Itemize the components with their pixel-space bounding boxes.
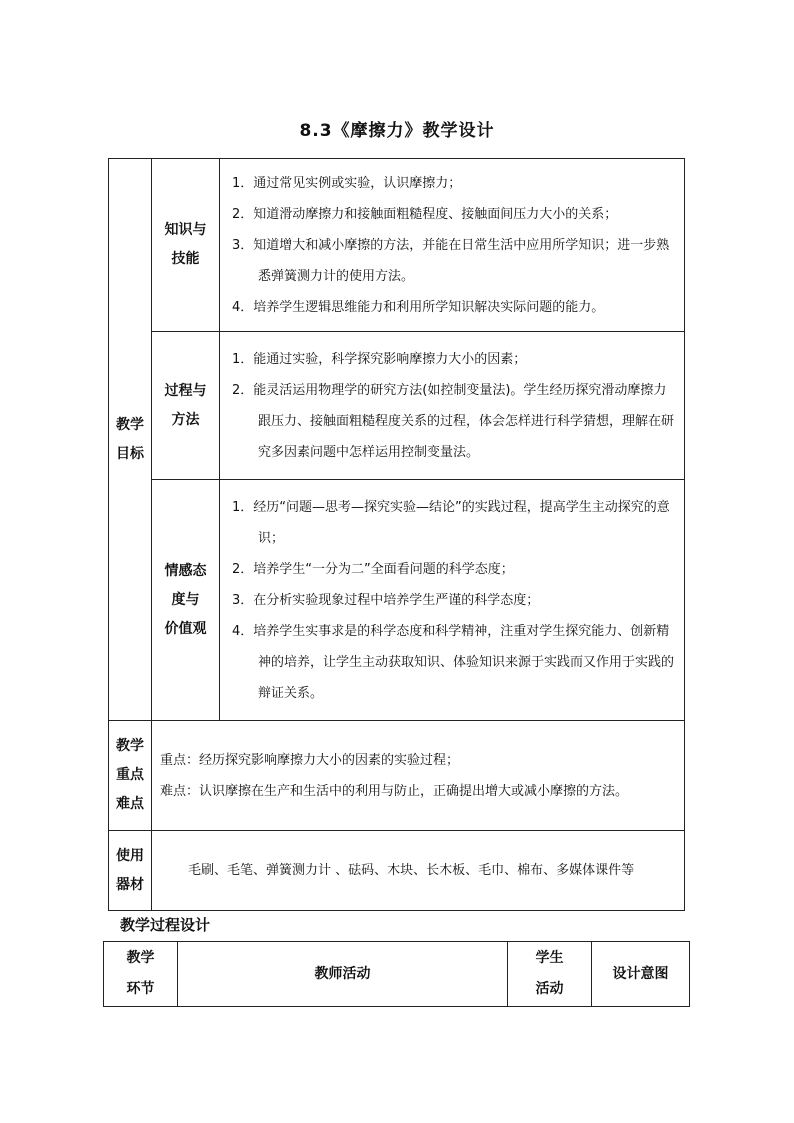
equipment-label: 使用 器材 [109,831,152,911]
emotion-content [220,480,685,721]
list-item: 2．能灵活运用物理学的研究方法(如控制变量法)。学生经历探究滑动摩擦力跟压力、接触面粗糙程度关系的过程，体会怎样进行科学猜想，理解在研究多因素问题中怎样运用控制变量法。 [232,382,675,460]
process-label: 过程与 方法 [152,332,220,480]
knowledge-content [220,159,685,332]
key-points-row [109,721,685,831]
key-points-label: 教学 重点 难点 [109,721,152,831]
column-header-stage: 教学 环节 [104,942,178,1007]
knowledge-label: 知识与 技能 [152,159,220,332]
list-item: 2．培养学生“一分为二”全面看问题的科学态度； [232,561,514,577]
key-points-content [152,721,685,831]
list-item: 1．能通过实验，科学探究影响摩擦力大小的因素； [232,351,527,367]
objectives-table [108,158,685,911]
list-item: 2．知道滑动摩擦力和接触面粗糙程度、接触面间压力大小的关系； [232,206,618,222]
objectives-label: 教学 目标 [109,159,152,721]
list-item: 3．知道增大和减小摩擦的方法，并能在日常生活中应用所学知识；进一步熟悉弹簧测力计的使用方法。 [232,237,670,284]
key-point-line: 重点：经历探究影响摩擦力大小的因素的实验过程； [160,752,460,768]
emotion-label: 情感态 度与 价值观 [152,480,220,721]
process-design-heading: 教学过程设计 [120,916,211,934]
knowledge-row [109,159,685,332]
list-item: 4．培养学生逻辑思维能力和利用所学知识解决实际问题的能力。 [232,299,605,315]
equipment-content: 毛刷、毛笔、弹簧测力计 、砝码、木块、长木板、毛巾、棉布、多媒体课件等 [152,831,685,911]
table-header-row [104,942,690,1007]
list-item: 4．培养学生实事求是的科学态度和科学精神，注重对学生探究能力、创新精神的培养，让学生主动获取知识、体验知识来源于实践而又作用于实践的辩证关系。 [232,623,675,701]
column-header-design-intent: 设计意图 [592,942,690,1007]
page-title: 8.3《摩擦力》教学设计 [299,121,495,141]
difficulty-line: 难点：认识摩擦在生产和生活中的利用与防止，正确提出增大或减小摩擦的方法。 [160,783,629,799]
list-item: 3．在分析实验现象过程中培养学生严谨的科学态度； [232,592,540,608]
equipment-row [109,831,685,911]
column-header-student-activity: 学生 活动 [508,942,592,1007]
list-item: 1．经历“问题—思考—探究实验—结论”的实践过程，提高学生主动探究的意识； [232,499,670,546]
emotion-row [109,480,685,721]
process-row [109,332,685,480]
process-content [220,332,685,480]
column-header-teacher-activity: 教师活动 [178,942,508,1007]
list-item: 1．通过常见实例或实验，认识摩擦力； [232,175,462,191]
process-design-table [103,941,690,1007]
